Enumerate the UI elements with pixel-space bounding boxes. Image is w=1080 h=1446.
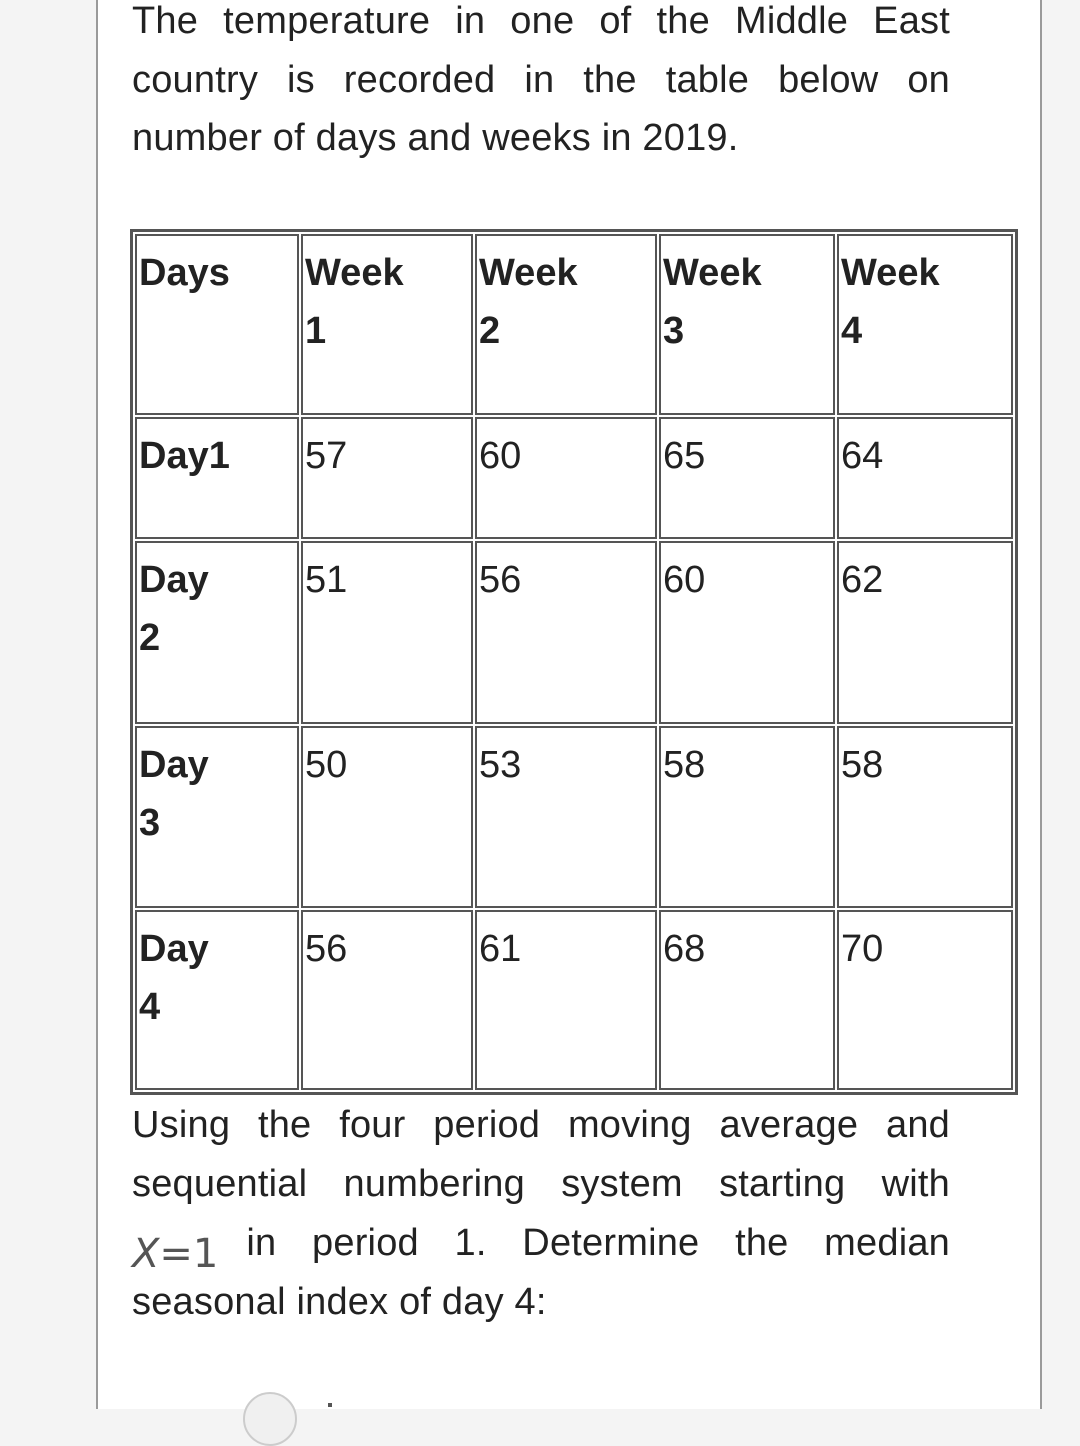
table-cell: 70 — [837, 910, 1013, 1090]
temperature-table — [130, 229, 1018, 1095]
intro-line: number of days and weeks in 2019. — [132, 117, 739, 159]
header-number: 3 — [663, 310, 685, 352]
table-header-row — [135, 234, 1013, 415]
header-text: Week — [841, 252, 940, 294]
math-expression — [132, 1225, 218, 1284]
header-text: Week — [479, 252, 578, 294]
table-cell: 50 — [301, 726, 473, 909]
header-text: Week — [305, 252, 404, 294]
row-label-day-1 — [135, 417, 299, 539]
answer-option-dot — [328, 1403, 332, 1407]
math-equals-value: =1 — [159, 1231, 219, 1277]
header-cell-week-1 — [301, 234, 473, 415]
header-number: 1 — [305, 310, 327, 352]
table-cell: 56 — [301, 910, 473, 1090]
row-label-day-4 — [135, 910, 299, 1090]
header-cell-week-2 — [475, 234, 657, 415]
row-label-text: Day1 — [139, 434, 230, 477]
question-line-text: in period 1. Determine the median — [246, 1222, 950, 1264]
table-cell: 61 — [475, 910, 657, 1090]
header-text: Week — [663, 252, 762, 294]
row-label-number: 3 — [139, 801, 161, 844]
table-row — [135, 910, 1013, 1090]
intro-line: The temperature in one of the Middle East — [132, 0, 950, 42]
question-line — [132, 1213, 950, 1277]
table-cell: 53 — [475, 726, 657, 909]
question-line: seasonal index of day 4: — [132, 1280, 547, 1323]
header-cell-week-3 — [659, 234, 835, 415]
question-line: sequential numbering system starting with — [132, 1162, 950, 1205]
table-cell: 58 — [837, 726, 1013, 909]
table-cell: 65 — [659, 417, 835, 539]
header-number: 4 — [841, 310, 863, 352]
table-cell: 58 — [659, 726, 835, 909]
row-label-number: 2 — [139, 617, 161, 660]
header-cell-days — [135, 234, 299, 415]
table-cell: 64 — [837, 417, 1013, 539]
table-cell: 51 — [301, 541, 473, 724]
header-number: 2 — [479, 310, 501, 352]
table-cell: 60 — [659, 541, 835, 724]
header-cell-week-4 — [837, 234, 1013, 415]
table-cell: 68 — [659, 910, 835, 1090]
answer-option-radio[interactable] — [243, 1392, 297, 1446]
table-row — [135, 541, 1013, 724]
table-row — [135, 726, 1013, 909]
table-cell: 56 — [475, 541, 657, 724]
row-label-text: Day — [139, 928, 209, 971]
row-label-text: Day — [139, 559, 209, 602]
question-line: Using the four period moving average and — [132, 1104, 950, 1146]
row-label-day-3 — [135, 726, 299, 909]
header-text: Days — [139, 252, 230, 294]
intro-paragraph — [132, 0, 950, 168]
table-row — [135, 417, 1013, 539]
row-label-day-2 — [135, 541, 299, 724]
row-label-text: Day — [139, 743, 209, 786]
table-cell: 60 — [475, 417, 657, 539]
math-variable: X — [132, 1231, 160, 1277]
table-cell: 57 — [301, 417, 473, 539]
row-label-number: 4 — [139, 986, 161, 1029]
intro-line: country is recorded in the table below on — [132, 58, 950, 101]
table-cell: 62 — [837, 541, 1013, 724]
question-paragraph — [132, 1096, 950, 1331]
